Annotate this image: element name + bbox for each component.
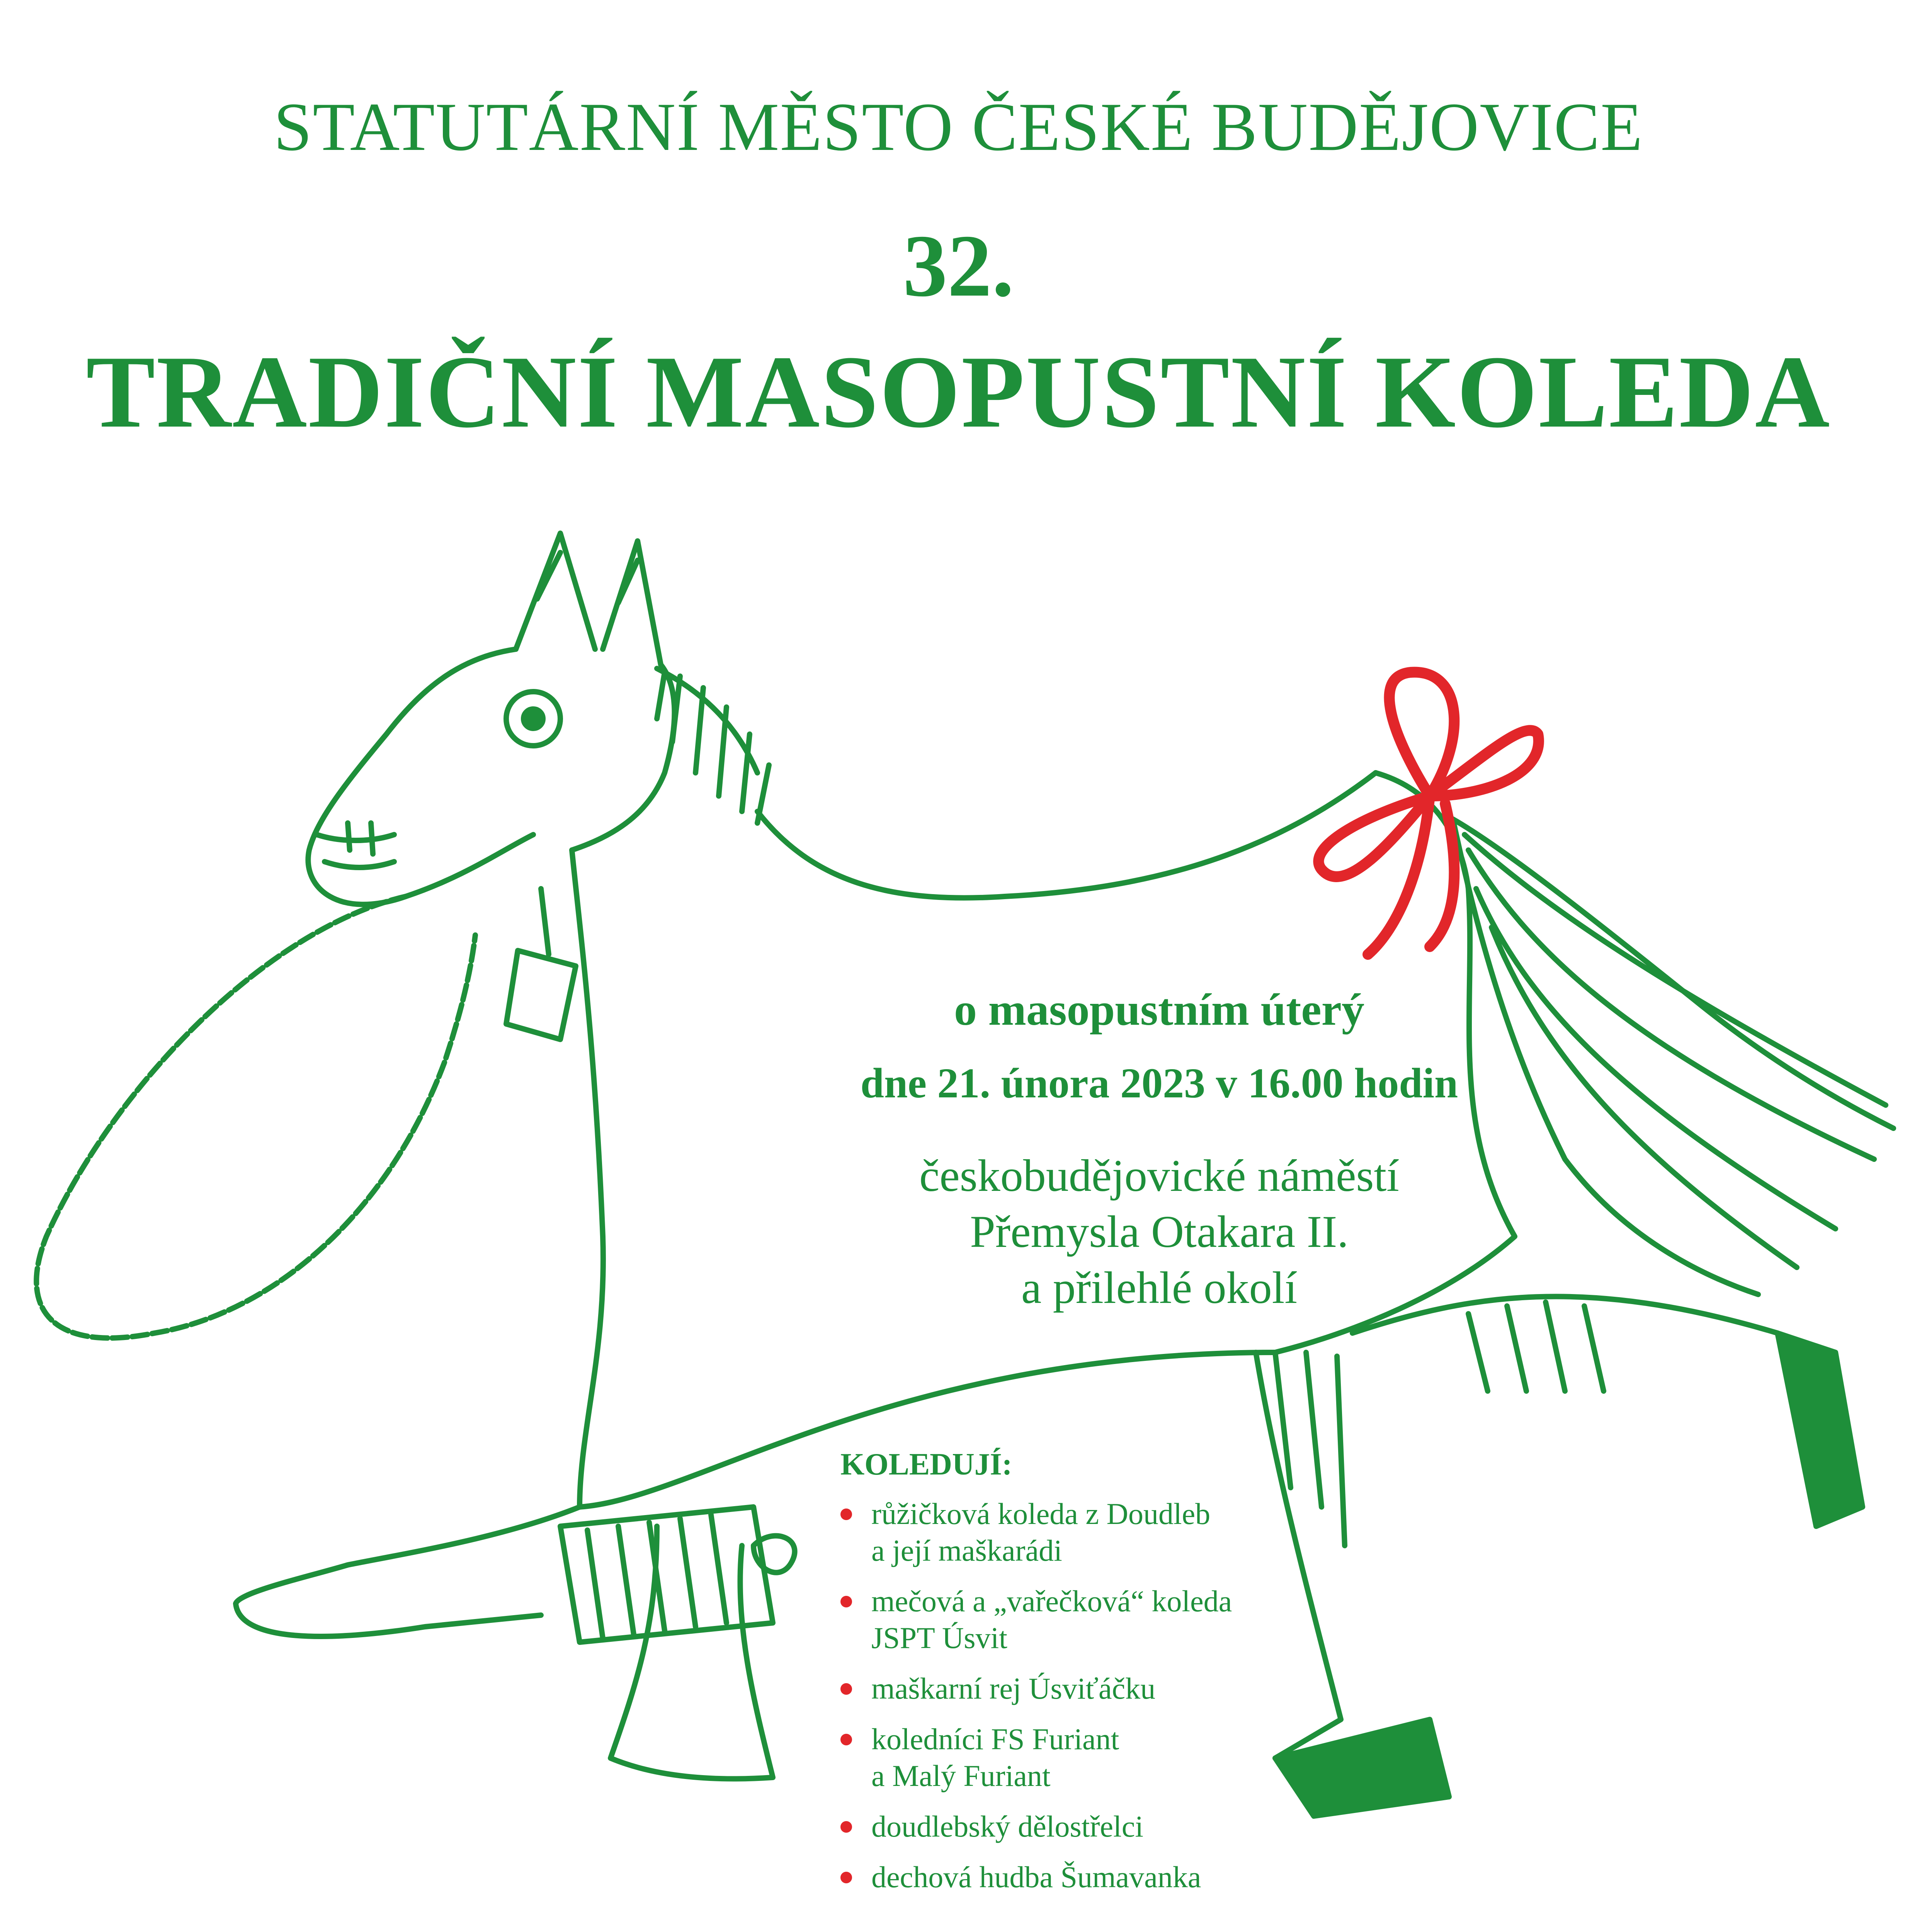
list-item: doudlebský dělostřelci [840, 1808, 1420, 1845]
event-place-line-3: a přilehlé okolí [1021, 1262, 1298, 1313]
event-title: TRADIČNÍ MASOPUSTNÍ KOLEDA [86, 334, 1831, 449]
event-place-line-1: českobudějovické náměstí [919, 1150, 1399, 1201]
event-day: o masopustním úterý [954, 984, 1365, 1035]
list-item: růžičková koleda z Doudleb a její maškarádi [840, 1495, 1420, 1569]
event-place-line-2: Přemysla Otakara II. [970, 1206, 1349, 1257]
event-date: dne 21. února 2023 v 16.00 hodin [860, 1060, 1458, 1107]
list-item: koledníci FS Furiant a Malý Furiant [840, 1721, 1420, 1794]
organizer-title: STATUTÁRNÍ MĚSTO ČESKÉ BUDĚJOVICE [274, 88, 1643, 165]
list-item: dechová hudba Šumavanka [840, 1859, 1420, 1895]
edition-number: 32. [903, 216, 1014, 315]
koleduji-list [840, 1495, 1420, 1909]
list-item: maškarní rej Úsviťáčku [840, 1670, 1420, 1707]
list-item: mečová a „vařečková“ koleda JSPT Úsvit [840, 1583, 1420, 1656]
koleduji-heading: KOLEDUJÍ: [840, 1447, 1012, 1481]
